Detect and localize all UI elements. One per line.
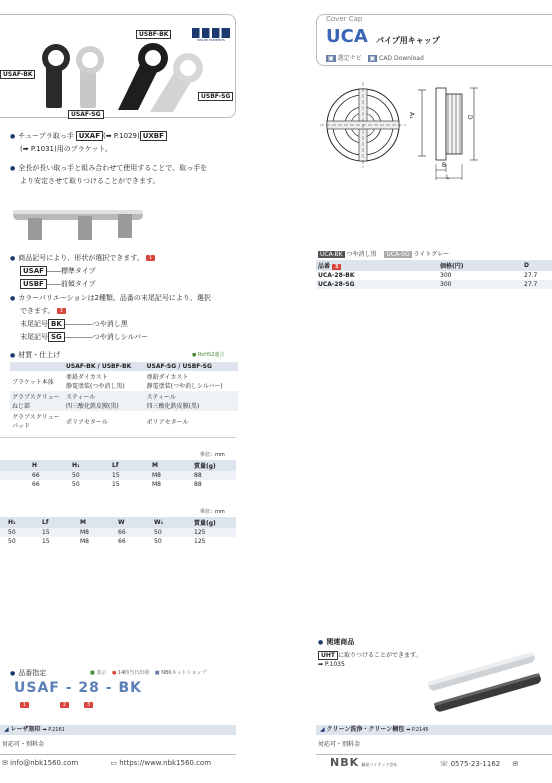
web-icon: ▭: [110, 759, 118, 767]
usbf-desc: ――前傾タイプ: [46, 280, 96, 288]
t2-cell: 15: [42, 538, 50, 545]
price-badge-3: 3: [332, 264, 341, 270]
t2-cell: 125: [194, 538, 206, 545]
material-cell: ポリアセタール: [66, 418, 108, 426]
side-view-drawing: [412, 80, 502, 190]
bk-desc: ――――つや消し黒: [64, 320, 128, 328]
price-cell: UCA-28-SG: [316, 280, 438, 289]
clean-bar: [316, 725, 552, 735]
t1-cell: 15: [110, 471, 150, 480]
bullet3-intro: 商品記号により、形状が選択できます。: [18, 254, 144, 262]
t1-header: H₁: [70, 460, 110, 471]
material-table: [10, 362, 238, 431]
material-header-bk: USAF-BK / USBF-BK: [64, 362, 145, 371]
t1-header: 質量(g): [192, 460, 236, 471]
nbk-logo: NBK: [330, 756, 360, 769]
usaf-desc: ――標準タイプ: [46, 267, 96, 275]
dim-d: D: [466, 115, 473, 120]
t1-cell: 50: [70, 471, 110, 480]
legend-sg-code: UCA-SG: [386, 251, 410, 258]
selection-navi-link[interactable]: 選定ナビ: [337, 55, 362, 62]
material-title: ● 材質・仕上げ: [10, 350, 60, 360]
bullet2-line2: より安定させて取りつけることができます。: [20, 177, 160, 185]
legend-bk-text: つや消し黒: [346, 251, 377, 258]
footer-email[interactable]: info@nbk1560.com: [10, 759, 79, 767]
shop-icon: ■: [154, 670, 160, 676]
sg-code: SG: [48, 332, 65, 342]
price-header-price: 価格(円): [438, 260, 522, 271]
handle-assembly-image: [8, 198, 148, 243]
bracket-usaf-sg-image: [76, 46, 104, 108]
laser-icon: ◢: [4, 726, 9, 733]
usbf-code: USBF: [20, 279, 47, 289]
order-badge-3: 3: [84, 702, 93, 708]
t2-header: W₁: [152, 517, 192, 528]
footer-phone[interactable]: 0575-23-1162: [450, 760, 501, 768]
t2-cell: 15: [40, 528, 78, 537]
spec-table-1: [0, 460, 236, 489]
table-row: [316, 280, 552, 289]
t2-cell: 50: [154, 538, 162, 545]
order-badge-2: 2: [60, 702, 69, 708]
bullet4-intro: カラーバリエーションは2種類。品番の末尾記号により、選択: [18, 294, 211, 302]
table1-unit: 単位：mm: [200, 452, 225, 458]
company-name: 鍋屋バイテック会社: [361, 762, 398, 767]
label-usaf-sg: USAF-SG: [68, 110, 104, 119]
table-row: [0, 471, 236, 480]
right-page: [316, 0, 552, 783]
header-links: [326, 53, 424, 62]
material-cell: 亜鉛ダイカスト 静電塗装(つや消し黒): [66, 374, 125, 390]
material-row-pad: [10, 411, 238, 431]
legend-sg-text: ライトグレー: [413, 251, 450, 258]
badge-3: 3: [57, 308, 66, 314]
t1-cell: M8: [150, 471, 192, 480]
usaf-code: USAF: [20, 266, 47, 276]
order-code: USAF - 28 - BK: [14, 680, 142, 696]
related-desc: に取りつけることができます。: [338, 652, 422, 659]
footer-url[interactable]: https://www.nbk1560.com: [119, 759, 212, 767]
label-usbf-bk: USBF-BK: [136, 30, 171, 39]
t1-cell: 66: [30, 471, 70, 480]
material-header-blank: [10, 362, 64, 371]
bullet-color-select: [10, 292, 238, 344]
front-view-drawing: [320, 82, 406, 168]
t1-cell: 88: [192, 471, 236, 480]
bullet4-intro2: できます。: [20, 307, 55, 315]
price-header-part: 品番: [318, 263, 331, 270]
price-cell: 300: [438, 280, 522, 289]
dim-l: L: [446, 174, 450, 181]
sg-desc: ――――つや消しシルバー: [64, 333, 149, 341]
logo-text: MISUMI ELEMENTS: [197, 38, 225, 42]
laser-page-link[interactable]: ➡ P.2161: [42, 727, 65, 733]
price-cell: UCA-28-BK: [318, 272, 355, 279]
color-legend: [318, 249, 449, 258]
t2-cell: 50: [0, 528, 40, 537]
material-cell: 亜鉛ダイカスト 静電塗装(つや消しシルバー): [146, 374, 223, 390]
related-text: [318, 651, 422, 669]
order-part-usaf: USAF: [14, 680, 60, 696]
legend-express: 表示: [96, 670, 107, 676]
dim-b: B: [442, 162, 447, 169]
spec-table-2: [0, 517, 236, 546]
t2-cell: M8: [78, 528, 116, 537]
price-table: [316, 260, 552, 289]
legend-netshop: NBKネットショップ: [161, 670, 207, 676]
dim-a1: A₁: [408, 112, 415, 119]
table-row: [0, 537, 236, 546]
cad-download-link[interactable]: CAD Download: [379, 55, 424, 62]
bk-code: BK: [48, 319, 65, 329]
t2-cell: 125: [192, 528, 236, 537]
clean-note: 対応可・別料金: [318, 741, 361, 748]
table2-unit: 単位：mm: [200, 509, 225, 515]
bullet1-text: チューブラ取っ手: [18, 132, 74, 140]
material-divider: [0, 437, 236, 438]
material-row-body: [10, 371, 238, 391]
material-cell: ブラケット本体: [12, 378, 54, 386]
price-cell: 27.7: [522, 280, 552, 289]
t1-header: M: [150, 460, 192, 471]
right-footer: [316, 754, 552, 774]
label-usaf-bk: USAF-BK: [0, 70, 35, 79]
order-legend: [90, 669, 207, 676]
clean-icon: ◢: [320, 726, 325, 733]
bullet-shape-select: [10, 252, 238, 291]
material-row-screw: [10, 391, 238, 411]
uxaf-code: UXAF: [76, 131, 103, 141]
leaf-icon: ●: [192, 352, 197, 358]
bracket-usaf-bk-image: [42, 44, 70, 108]
badge-1: 1: [146, 255, 155, 261]
material-cell: スティール 四三酸化鉄皮膜(黒): [64, 391, 145, 411]
material-header-sg: USAF-SG / USBF-SG: [145, 362, 238, 371]
laser-bar: [0, 725, 236, 735]
laser-label: レーザ刻印: [10, 726, 41, 733]
t2-header: 質量(g): [192, 517, 236, 528]
uxbf-code: UXBF: [140, 131, 167, 141]
t1-cell: M8: [152, 481, 161, 488]
suffix-label-bk: 末尾記号: [20, 320, 48, 328]
t2-cell: 50: [152, 528, 192, 537]
related-pipe-image: [426, 648, 546, 718]
material-cell: グラブスクリュー パッド: [12, 414, 60, 430]
t2-header: M: [78, 517, 116, 528]
legend-sameday: 14時当日出荷: [117, 670, 150, 676]
price-header-d: D: [522, 260, 552, 271]
mail-icon: ✉: [2, 759, 8, 767]
related-page-link[interactable]: ➡ P.1035: [318, 661, 345, 668]
order-title: ● 品番指定: [10, 668, 46, 678]
fax-icon: ✉: [512, 760, 519, 768]
t2-cell: 66: [116, 528, 152, 537]
phone-icon: ☏: [439, 760, 449, 768]
product-title: パイプ用キャップ: [376, 36, 440, 45]
table-row: [0, 528, 236, 537]
cad-icon: ▣: [369, 55, 376, 62]
price-cell: 27.7: [524, 272, 538, 279]
bullet2-line1: 全長が長い取っ手と組み合わせて使用することで、取っ手を: [18, 164, 208, 172]
t1-cell: 15: [112, 481, 120, 488]
left-page: [0, 0, 240, 783]
product-code: UCA: [326, 26, 368, 47]
uxaf-page-link[interactable]: (➡ P.1029): [102, 132, 140, 140]
bullet-long-handle: [10, 162, 238, 188]
bracket-illustration: [38, 40, 208, 115]
t2-header: H₁: [0, 517, 40, 528]
express-icon: ■: [90, 670, 95, 676]
order-part-bk: BK: [118, 680, 142, 696]
t1-cell: 88: [194, 481, 202, 488]
t2-header: Lf: [40, 517, 78, 528]
t1-cell: 50: [72, 481, 80, 488]
t2-cell: 50: [8, 538, 16, 545]
rohs-badge: [192, 351, 224, 358]
t1-header: Lf: [110, 460, 150, 471]
uxbf-page-link[interactable]: (➡ P.1031)用のブラケット。: [20, 145, 112, 153]
price-cell: 300: [440, 272, 452, 279]
material-cell: グラブスクリュー ねじ部: [10, 391, 64, 411]
suffix-label-sg: 末尾記号: [20, 333, 48, 341]
label-usbf-sg: USBF-SG: [198, 92, 233, 101]
t2-header: W: [116, 517, 152, 528]
laser-note: 対応可・別料金: [2, 741, 45, 748]
material-cell: ポリアセタール: [146, 418, 189, 426]
t2-cell: 66: [118, 538, 126, 545]
navi-icon: ▣: [328, 55, 334, 62]
table-row: [0, 480, 236, 489]
t1-cell: 66: [32, 481, 40, 488]
rohs-text: RoHS2適合: [197, 352, 225, 358]
left-footer: [0, 754, 236, 774]
t2-cell: M8: [80, 538, 89, 545]
uht-code: UHT: [318, 651, 338, 660]
clean-label: クリーン洗浄・クリーン梱包: [326, 726, 405, 733]
material-cell: スティール 四三酸化鉄皮膜(黒): [145, 391, 238, 411]
t1-header: H: [30, 460, 70, 471]
category-label: Cover Cap: [326, 15, 363, 23]
bullet-tubular-handle: [10, 130, 238, 156]
clean-page-link[interactable]: ➡ P.2145: [406, 727, 429, 733]
legend-bk-code: UCA-BK: [320, 251, 343, 258]
table-row: [316, 271, 552, 280]
order-badge-1: 1: [20, 702, 29, 708]
clock-icon: ●: [111, 670, 117, 676]
related-title: ● 関連商品: [318, 637, 354, 647]
order-part-28: 28: [78, 680, 100, 696]
